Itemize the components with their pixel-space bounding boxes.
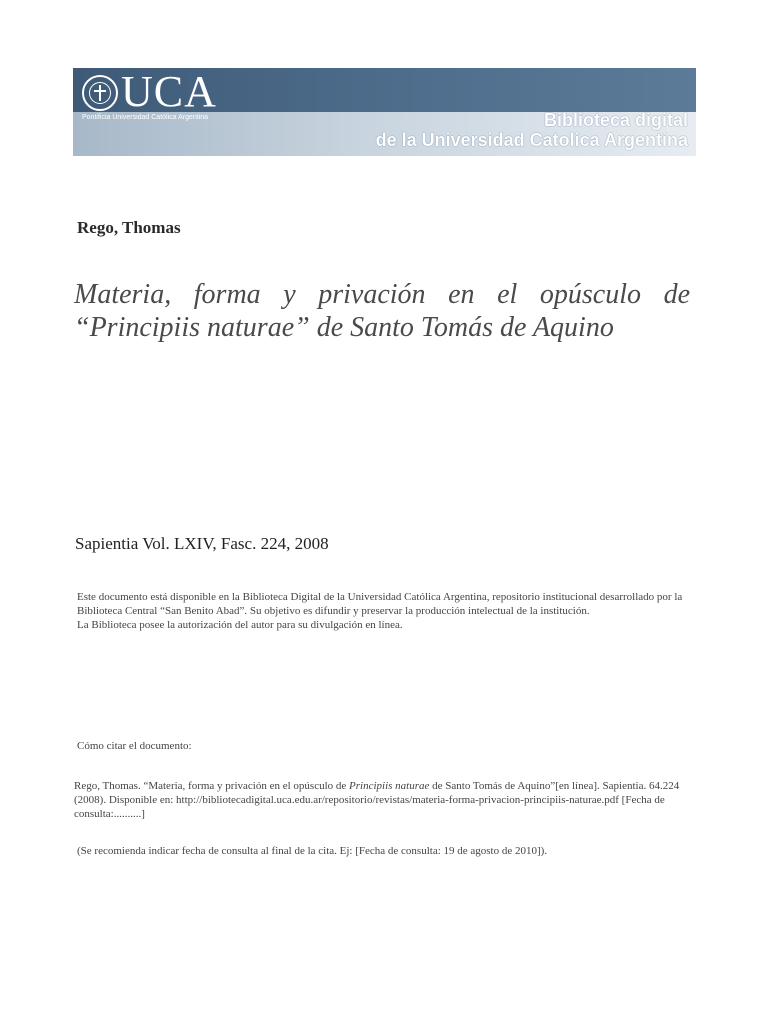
citation-italic-title: Principiis naturae bbox=[349, 780, 430, 792]
citation-text bbox=[74, 779, 696, 821]
citation-prefix: Rego, Thomas. “Materia, forma y privación en el opúsculo de bbox=[74, 780, 350, 792]
citation-suffix: de Santo Tomás de Aquino”[en línea]. Sapientia. 64.224 (2008). Disponible en: http://bibliotecadigital.uca.edu.ar/repositorio/revistas/materia-forma-privacion-principiis-naturae.pdf [Fecha de consulta:..........] bbox=[74, 780, 680, 820]
library-title-line1: Biblioteca digital bbox=[543, 110, 688, 130]
citation-heading: Cómo citar el documento: bbox=[77, 740, 192, 752]
document-title: Materia, forma y privación en el opúsculo de “Principiis naturae” de Santo Tomás de Aquino bbox=[74, 279, 690, 343]
library-title-line2: de la Universidad Catolica Argentina bbox=[375, 130, 688, 150]
availability-notice bbox=[77, 590, 693, 632]
logo-text: UCA bbox=[121, 68, 217, 116]
university-seal-icon bbox=[82, 75, 118, 111]
header-banner bbox=[73, 68, 696, 156]
logo-subtitle: Pontificia Universidad Católica Argentina bbox=[82, 114, 209, 121]
citation-recommendation: (Se recomienda indicar fecha de consulta al final de la cita. Ej: [Fecha de consulta: 19 de agosto de 2010]). bbox=[77, 845, 548, 857]
notice-paragraph: La Biblioteca posee la autorización del autor para su divulgación en línea. bbox=[77, 619, 403, 631]
document-source: Sapientia Vol. LXIV, Fasc. 224, 2008 bbox=[75, 534, 329, 553]
document-author: Rego, Thomas bbox=[77, 218, 181, 237]
notice-paragraph: Este documento está disponible en la Biblioteca Digital de la Universidad Católica Argentina, repositorio institucional desarrollado por la Biblioteca Central “San Benito Abad”. Su objetivo es difundir y preservar la producción intelectual de la institución. bbox=[77, 591, 683, 617]
